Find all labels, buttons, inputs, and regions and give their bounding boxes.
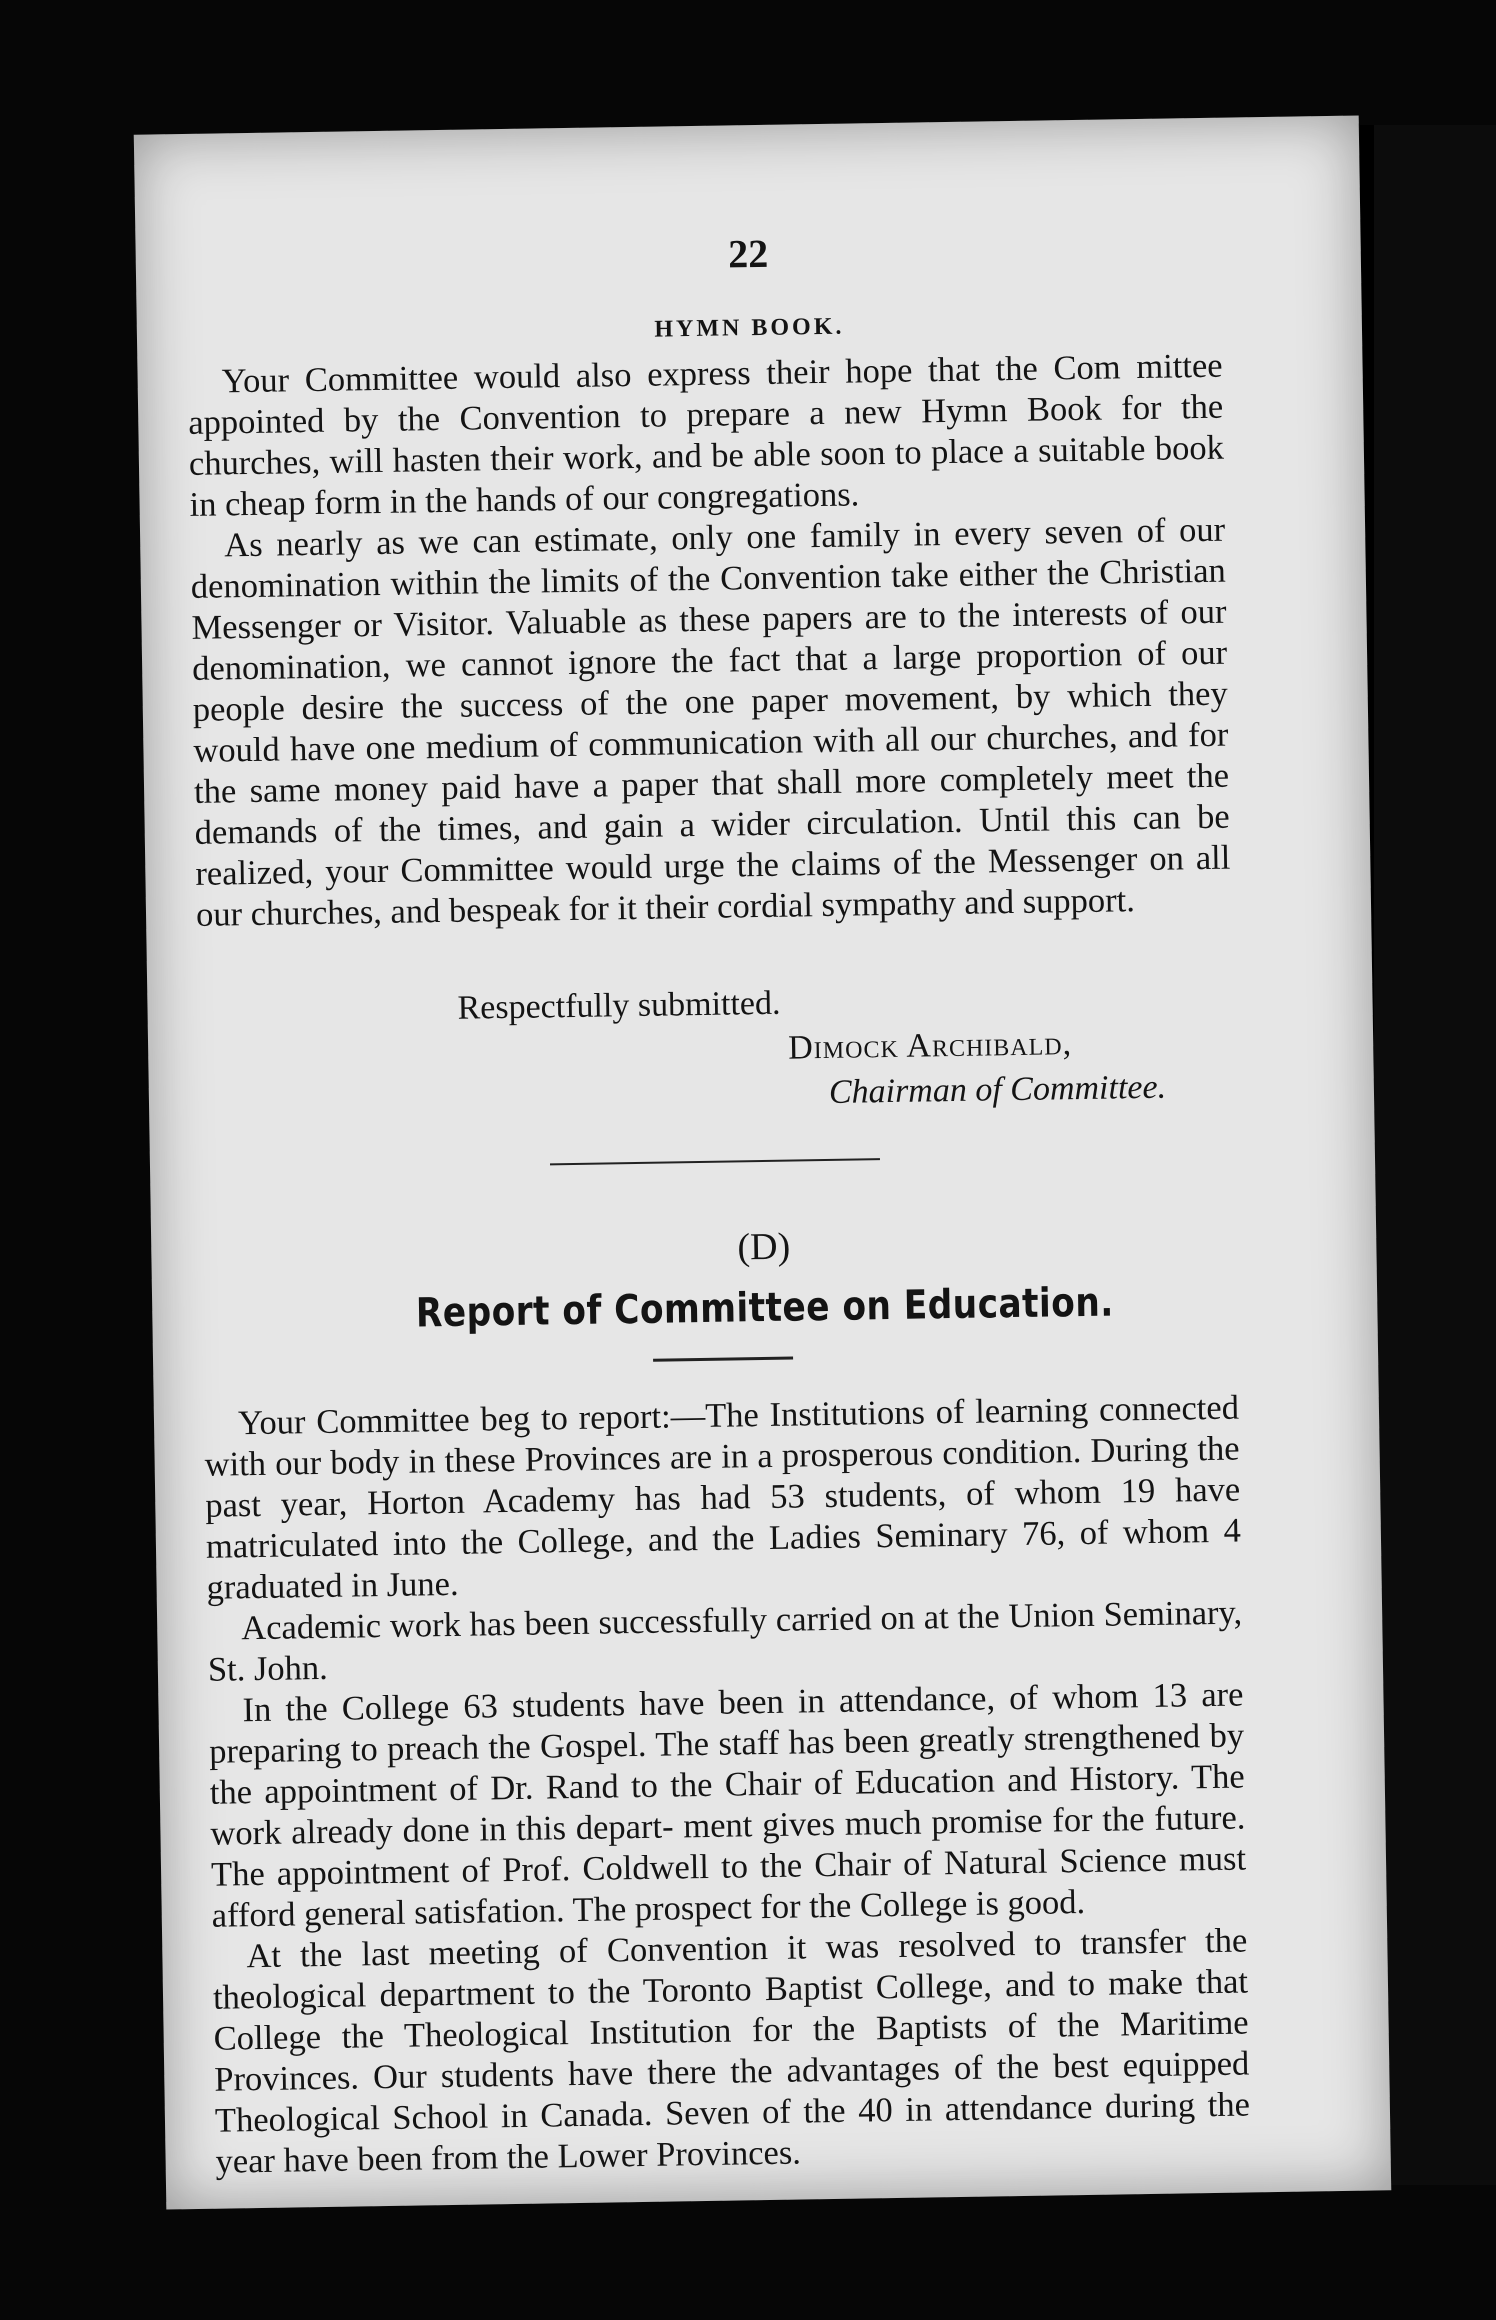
- paragraph: Your Committee beg to report:—The Institutions of learning connected with our body in these Provinces are in a prosperous condition. During the past year, Horton Academy has had 53 students, of whom 19 have matriculated into the College, and the Ladies Seminary 76, of whom 4 graduated in June.: [204, 1388, 1242, 1607]
- paragraph: Academic work has been successfully carried on at the Union Seminary, St. John.: [207, 1593, 1243, 1689]
- paragraph: As nearly as we can estimate, only one family in every seven of our denomination within the limits of the Convention take either the Christian Messenger or Visitor. Valuable as these papers are to the interests of our denomination, we cannot ignore the fact that a large proportion of our people desire the success of the one paper movement, by which they would have one medium of communication with all our churches, and for the same money paid have a paper that shall more completely meet the demands of the times, and gain a wider circulation. Until this can be realized, your Committee would urge the claims of the Messenger on all our churches, and bespeak for it their cordial sympathy and support.: [190, 510, 1231, 934]
- hymn-book-text: [187, 346, 1231, 936]
- education-report-text: [204, 1388, 1251, 2183]
- report-title: Report of Committee on Education.: [415, 1279, 1115, 1337]
- signer-name: Dimock Archibald,: [787, 1025, 1073, 1067]
- closing-line: Respectfully submitted.: [457, 984, 781, 1027]
- page-number: 22: [727, 230, 769, 277]
- section-heading: HYMN BOOK.: [654, 313, 845, 343]
- paragraph: Your Committee would also express their hope that the Com mittee appointed by the Convention to prepare a new Hymn Book for the churches, will hasten their work, and be able soon to place a suitable book in cheap form in the hands of our congregations.: [188, 346, 1225, 524]
- document-page: [134, 116, 1391, 2210]
- title-underline: [653, 1357, 793, 1362]
- report-letter: (D): [737, 1225, 791, 1269]
- paragraph: At the last meeting of Convention it was resolved to transfer the theological department to the Toronto Baptist College, and to make that College the Theological Institution for the Baptists of the Maritime Provinces. Our students have there the advantages of the best equipped Theological School in Canada. Seven of the 40 in attendance during the year have been from the Lower Provinces.: [212, 1921, 1251, 2181]
- signer-title: Chairman of Committee.: [828, 1068, 1167, 1111]
- paragraph: In the College 63 students have been in attendance, of whom 13 are preparing to preach the Gospel. The staff has been greatly strengthened by the appointment of Dr. Rand to the Chair of Education and History. The work already done in this depart- ment gives much promise for the future. The appointment of Prof. Coldwell to the Chair of Natural Science must afford general satisfation. The prospect for the College is good.: [208, 1675, 1247, 1935]
- section-divider: [550, 1158, 880, 1165]
